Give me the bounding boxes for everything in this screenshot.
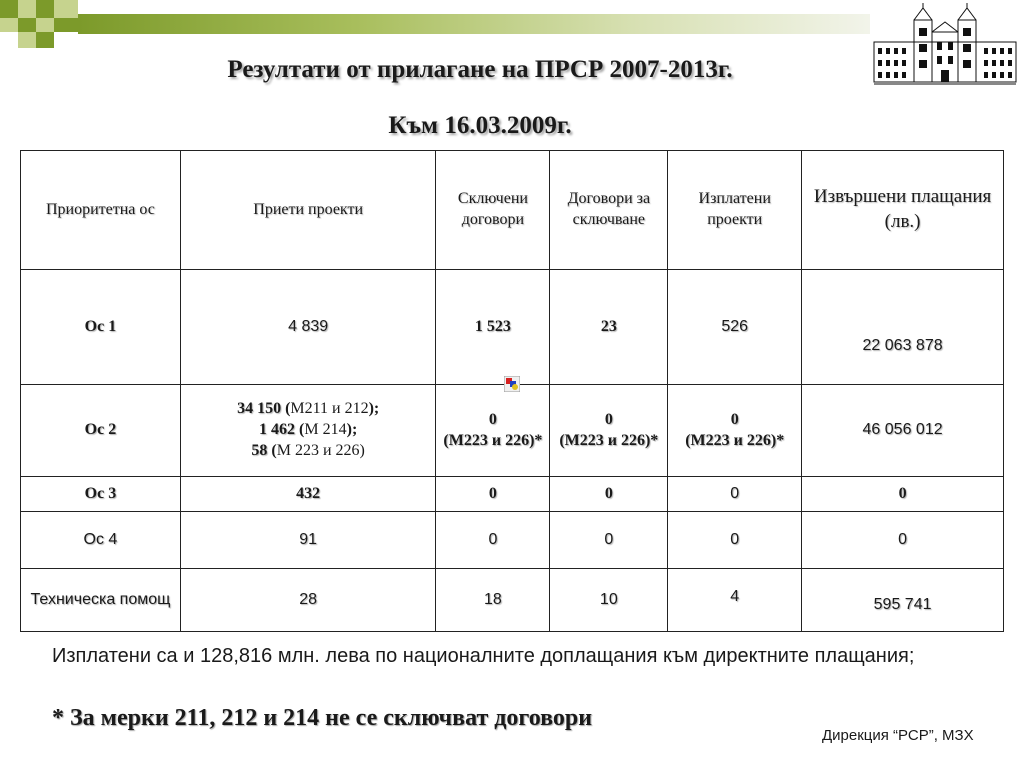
decor-square [36, 32, 54, 48]
decor-square [0, 18, 18, 32]
accepted-measure: М 223 и 226 [276, 441, 360, 459]
accepted-measure: М 214 [304, 421, 347, 439]
row-label: Техническа помощ [21, 569, 181, 632]
header-cell: Извършени плащания (лв.) [802, 151, 1004, 270]
header-cell: Изплатени проекти [668, 151, 802, 270]
header-cell: Приети проекти [180, 151, 436, 270]
cell-contracts: 0 [436, 512, 550, 569]
decorative-header-bar [0, 0, 870, 48]
cell-paid: 4 [668, 569, 802, 632]
table-row [21, 270, 1004, 385]
accepted-number: 58 [251, 441, 268, 459]
accepted-number: 34 150 [237, 400, 282, 418]
footer-directorate: Дирекция “РСР”, МЗХ [822, 727, 974, 744]
cell-paid: 0 [668, 512, 802, 569]
header-cell: Приоритетна ос [21, 151, 181, 270]
header-cell: Сключени договори [436, 151, 550, 270]
slide-title: Резултати от прилагане на ПРСР 2007-2013г. [227, 56, 733, 83]
clipart-icon [504, 376, 520, 392]
cell-payments: 595 741 [802, 569, 1004, 632]
cell-contracts: 18 [436, 569, 550, 632]
cell-to-contract: 0 [550, 512, 668, 569]
cell-contracts: 0 [436, 477, 550, 512]
cell-payments: 0 [802, 512, 1004, 569]
cell-payments: 22 063 878 [802, 270, 1004, 385]
cell-payments: 0 [802, 477, 1004, 512]
cell-contracts: 1 523 [436, 270, 550, 385]
table-row [21, 569, 1004, 632]
decor-square [54, 0, 78, 18]
cell-accepted: 91 [180, 512, 436, 569]
cell-to-contract [550, 385, 668, 477]
cell-payments: 46 056 012 [802, 385, 1004, 477]
gradient-bar [78, 14, 870, 34]
accepted-measure: М211 и 212 [290, 400, 369, 418]
cell-value: 0 [604, 410, 613, 428]
cell-paid [668, 385, 802, 477]
cell-note: (М223 и 226)* [685, 431, 785, 449]
accepted-line: 1 462 (М 214); [259, 421, 358, 439]
row-label: Ос 1 [21, 270, 181, 385]
decor-square [18, 0, 36, 18]
cell-accepted: 4 839 [180, 270, 436, 385]
cell-accepted [180, 385, 436, 477]
decor-square [36, 0, 54, 18]
decor-square [18, 32, 36, 48]
decor-square [36, 18, 54, 32]
cell-note: (М223 и 226)* [443, 431, 543, 449]
cell-contracts [436, 385, 550, 477]
table-row [21, 385, 1004, 477]
header-cell: Договори за сключване [550, 151, 668, 270]
slide-subtitle-date: Към 16.03.2009г. [388, 112, 572, 139]
cell-paid: 526 [668, 270, 802, 385]
cell-to-contract: 23 [550, 270, 668, 385]
cell-to-contract: 10 [550, 569, 668, 632]
cell-accepted: 28 [180, 569, 436, 632]
accepted-number: 1 462 [259, 421, 296, 439]
table-row [21, 512, 1004, 569]
row-label: Ос 4 [21, 512, 181, 569]
row-label: Ос 3 [21, 477, 181, 512]
cell-paid: 0 [668, 477, 802, 512]
accepted-line: 34 150 (М211 и 212); [237, 400, 380, 418]
cell-to-contract: 0 [550, 477, 668, 512]
measures-footnote: * За мерки 211, 212 и 214 не се сключват договори [52, 705, 593, 731]
cell-value: 0 [730, 410, 739, 428]
accepted-line: 58 (М 223 и 226) [251, 441, 365, 459]
national-payments-note: Изплатени са и 128,816 млн. лева по националните доплащания към директните плащания; [52, 645, 915, 667]
cell-accepted: 432 [180, 477, 436, 512]
decor-square [0, 0, 18, 18]
cell-note: (М223 и 226)* [559, 431, 659, 449]
row-label: Ос 2 [21, 385, 181, 477]
table-header-row [21, 151, 1004, 270]
decor-square [54, 18, 78, 32]
decor-square [18, 18, 36, 32]
cell-value: 0 [488, 410, 497, 428]
table-row [21, 477, 1004, 512]
